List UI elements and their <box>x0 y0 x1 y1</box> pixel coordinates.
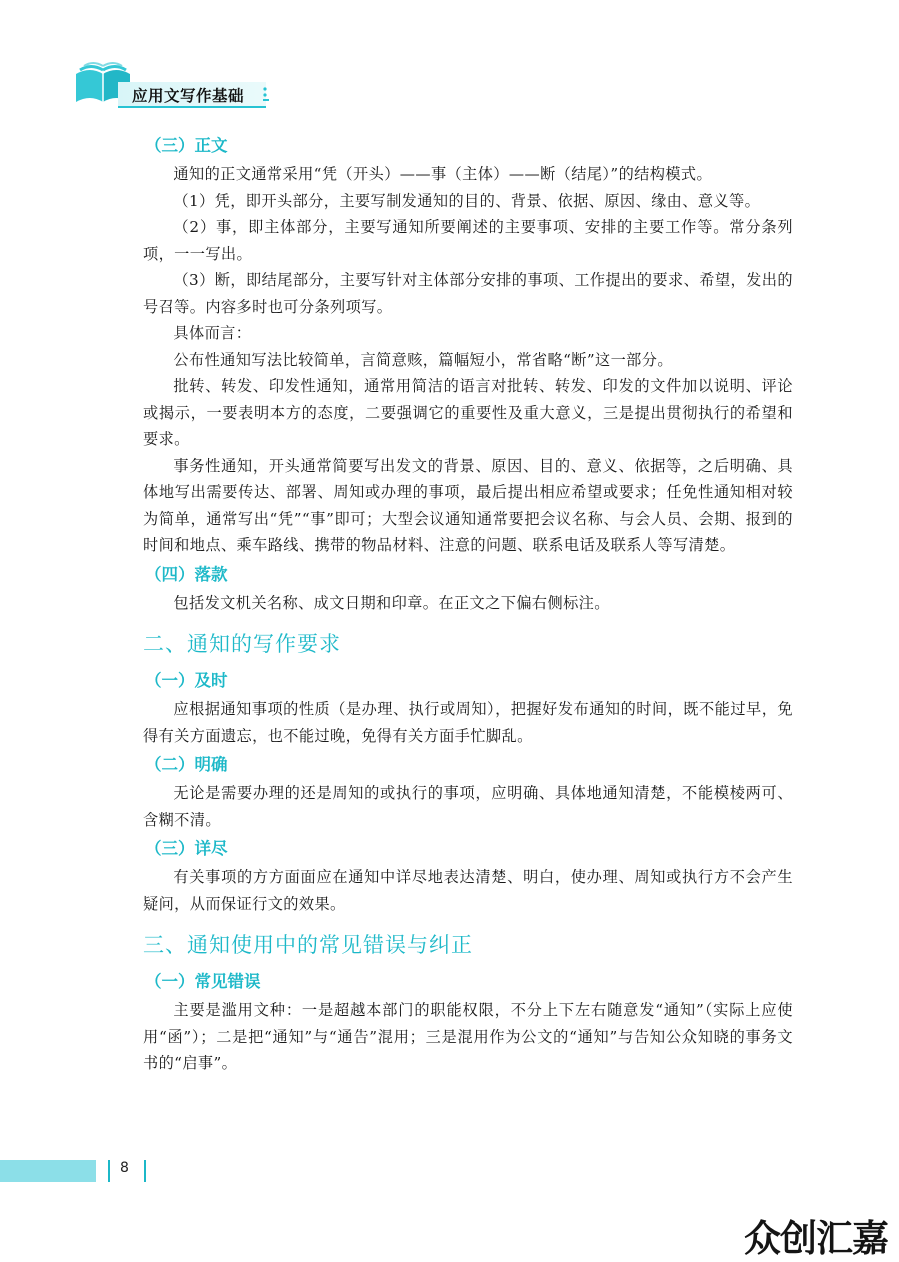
paragraph: 公布性通知写法比较简单，言简意赅，篇幅短小，常省略“断”这一部分。 <box>173 350 673 369</box>
subsection-title: （一）常见错误 <box>145 972 261 991</box>
book-title: 应用文写作基础 <box>132 87 245 105</box>
paragraph: 有关事项的方方面面应在通知中详尽地表达清楚、明白，使办理、周知或执行方不会产生疑问，从而保证行文的效果。 <box>143 868 793 913</box>
paragraph: 无论是需要办理的还是周知的或执行的事项，应明确、具体地通知清楚，不能模棱两可、含糊不清。 <box>143 784 793 829</box>
section-heading: 三、通知使用中的常见错误与纠正 <box>143 933 473 957</box>
header-decoration <box>262 86 272 106</box>
subsection-title: （三）详尽 <box>145 839 228 858</box>
watermark: 众创汇嘉 <box>744 1217 888 1260</box>
section-heading: 二、通知的写作要求 <box>143 632 341 656</box>
subsection-title: （三）正文 <box>145 136 228 155</box>
paragraph: 具体而言： <box>173 324 252 342</box>
footer-divider <box>144 1160 146 1182</box>
paragraph: 主要是滥用文种：一是超越本部门的职能权限，不分上下左右随意发“通知”（实际上应使用“函”）；二是把“通知”与“通告”混用；三是混用作为公文的“通知”与告知公众知晓的事务文书的“启事”。 <box>143 1001 793 1072</box>
paragraph: 应根据通知事项的性质（是办理、执行或周知），把握好发布通知的时间，既不能过早，免得有关方面遗忘，也不能过晚，免得有关方面手忙脚乱。 <box>143 700 793 745</box>
subsection-title: （一）及时 <box>145 671 228 690</box>
paragraph: 通知的正文通常采用“凭（开头）——事（主体）——断（结尾）”的结构模式。 <box>173 165 713 183</box>
paragraph: 事务性通知，开头通常简要写出发文的背景、原因、目的、意义、依据等，之后明确、具体地写出需要传达、部署、周知或办理的事项，最后提出相应希望或要求；任免性通知相对较为简单，通常写出“凭”“事”即可；大型会议通知通常要把会议名称、与会人员、会期、报到的时间和地点、乘车路线、携带的物品材料、注意的问题、联系电话及联系人等写清楚。 <box>143 456 793 554</box>
paragraph: 批转、转发、印发性通知，通常用简洁的语言对批转、转发、印发的文件加以说明、评论或揭示，一要表明本方的态度，二要强调它的重要性及重大意义，三是提出贯彻执行的希望和要求。 <box>143 377 793 448</box>
page-number: 8 <box>120 1160 129 1176</box>
paragraph: 包括发文机关名称、成文日期和印章。在正文之下偏右侧标注。 <box>173 593 610 612</box>
subsection-title: （二）明确 <box>145 755 228 774</box>
paragraph: （2）事，即主体部分，主要写通知所要阐述的主要事项、安排的主要工作等。常分条列项，一一写出。 <box>143 218 793 263</box>
subsection-title: （四）落款 <box>145 564 228 584</box>
page-content <box>143 130 793 1077</box>
footer-divider <box>108 1160 110 1182</box>
footer-bar <box>0 1160 96 1182</box>
paragraph: （3）断，即结尾部分，主要写针对主体部分安排的事项、工作提出的要求、希望，发出的号召等。内容多时也可分条列项写。 <box>143 271 793 316</box>
paragraph: （1）凭，即开头部分，主要写制发通知的目的、背景、依据、原因、缘由、意义等。 <box>173 191 761 210</box>
